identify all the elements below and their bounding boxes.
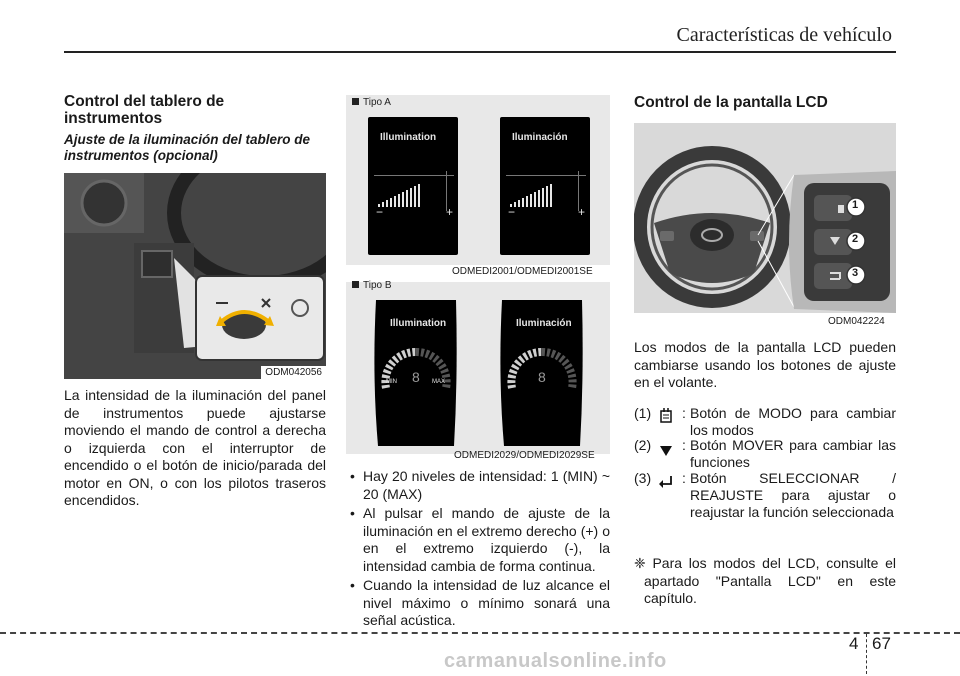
list-item: • Hay 20 niveles de intensidad: 1 (MIN) ~ 20 (MAX) [346,468,610,503]
list-item: • Cuando la intensidad de luz alcance el nivel máximo o mínimo sonará una señal acústica. [346,577,610,630]
type-a-screen-english [368,117,458,255]
type-b-caption: ODMEDI2029/ODMEDI2029SE [454,450,595,461]
screen-title: Illumination [390,318,447,329]
steering-wheel-icon [634,123,896,313]
illumination-bullet-list [346,468,610,632]
type-a-screen-spanish [500,117,590,255]
square-bullet-icon [352,281,359,288]
plus-label: + [578,205,586,219]
button-number: (2) [634,437,652,453]
list-item: • Al pulsar el mando de ajuste de la iluminación en el extremo derecho (+) o en el extremo izquierdo (-), la intensidad cambia de forma continua. [346,505,610,575]
type-b-label: Tipo B [352,280,392,291]
photo-caption: ODM042056 [261,366,326,379]
screen-title: Iluminación [516,318,572,329]
illumination-bars [510,183,552,207]
type-a-caption: ODMEDI2001/ODMEDI2001SE [452,266,593,277]
lcd-button-mode-row [634,405,896,441]
screen-title: Iluminación [512,132,568,143]
move-down-triangle-icon [658,443,674,459]
lcd-button-select-row [634,470,896,540]
enter-return-icon [658,474,674,490]
gauge-digit: 8 [538,369,546,385]
callout-3: 3 [852,267,859,279]
lcd-note: ❈ Para los modos del LCD, consulte el apartado "Pantalla LCD" en este capítulo. [634,555,896,606]
illumination-paragraph: La intensidad de la iluminación del panel de instrumentos puede ajustarse moviendo el mando de control a derecha o izquierda con el interruptor de encendido o el botón de inicio/parada del motor en ON, o con los pilotos traseros encendidos. [64,387,326,508]
type-a-label: Tipo A [352,97,391,108]
header-title: Características de vehículo [676,24,892,46]
min-label: MIN [386,379,397,385]
chapter-number: 4 [849,634,859,653]
callout-2: 2 [852,233,859,245]
type-b-panel [346,282,610,454]
type-a-panel [346,95,610,265]
button-number: (3) [634,470,652,486]
footer-dashed-rule [0,632,960,634]
button-description: : Botón MOVER para cambiar las funciones [682,437,896,470]
section-title-instrument-panel: Control del tablero de instrumentos [64,93,225,127]
callout-1: 1 [852,199,859,211]
button-number: (1) [634,405,652,421]
max-label: MAX [432,379,446,385]
button-description: : Botón SELECCIONAR / REAJUSTE para ajustar o reajustar la función seleccionada [682,470,896,520]
dashboard-photo [64,173,326,379]
button-description: : Botón de MODO para cambiar los modos [682,405,896,438]
screen-title: Illumination [380,132,437,143]
mode-icon [658,407,674,423]
section-subtitle-illumination: Ajuste de la iluminación del tablero de instrumentos (opcional) [64,132,311,163]
header-rule [64,51,896,53]
lcd-button-move-row [634,437,896,473]
page-divider [866,634,867,674]
illumination-bars [378,183,420,207]
dashboard-illustration [64,173,326,379]
wheel-caption: ODM042224 [828,316,885,327]
lcd-intro-paragraph: Los modos de la pantalla LCD pueden cambiarse usando los botones de ajuste en el volante. [634,339,896,390]
page-number: 67 [872,634,891,653]
square-bullet-icon [352,98,359,105]
minus-label: − [376,205,384,219]
minus-label: − [508,205,516,219]
gauge-digit: 8 [412,369,420,385]
plus-label: + [446,205,454,219]
section-title-lcd: Control de la pantalla LCD [634,94,828,111]
watermark-text: carmanualsonline.info [444,650,667,672]
steering-wheel-illustration [634,123,896,313]
